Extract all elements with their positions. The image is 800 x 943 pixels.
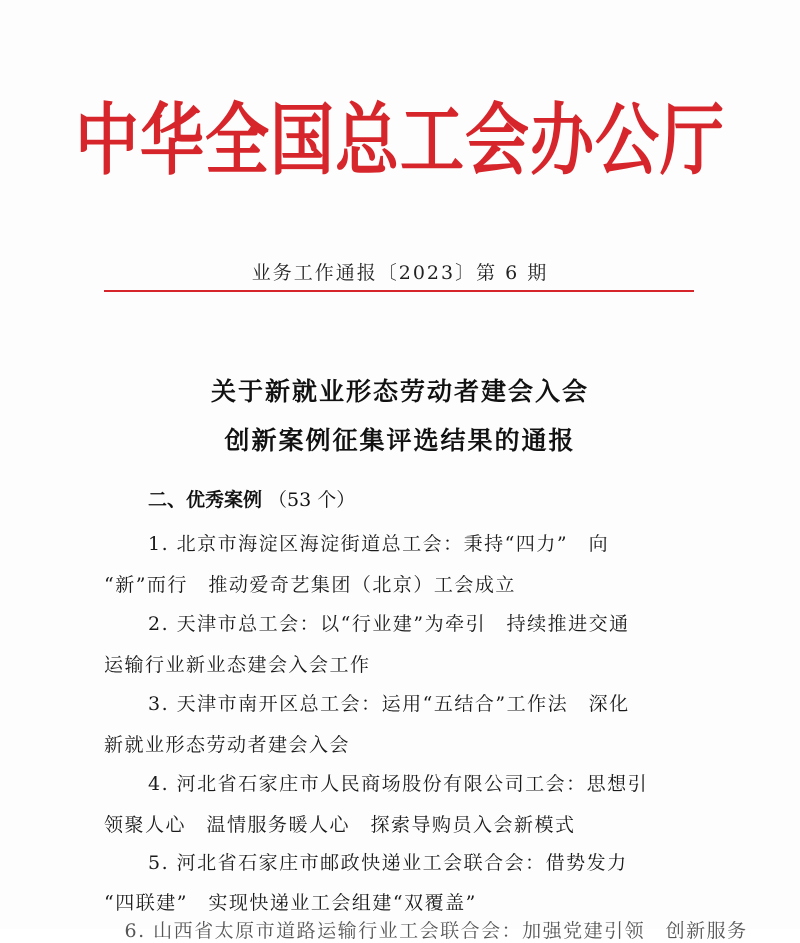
red-divider-rule: [104, 290, 694, 292]
case-1-line-2: “新”而行 推动爱奇艺集团（北京）工会成立: [104, 574, 516, 596]
case-2-line-2: 运输行业新业态建会入会工作: [104, 654, 371, 676]
case-1-line-1: 1. 北京市海淀区海淀街道总工会：秉持“四力” 向: [148, 533, 610, 555]
section-case-count: （53 个）: [268, 489, 356, 511]
section-heading: [148, 485, 355, 512]
case-5-line-2: “四联建” 实现快递业工会组建“双覆盖”: [104, 892, 477, 914]
case-3-line-2: 新就业形态劳动者建会入会: [104, 734, 351, 756]
case-3-line-1: 3. 天津市南开区总工会：运用“五结合”工作法 深化: [148, 693, 630, 715]
document-title-line-1: 关于新就业形态劳动者建会入会: [210, 377, 589, 406]
case-5-line-1: 5. 河北省石家庄市邮政快递业工会联合会：借势发力: [148, 852, 628, 874]
section-heading-label: 二、优秀案例: [148, 489, 263, 511]
masthead-title: 中华全国总工会办公厅: [75, 96, 725, 187]
cut-off-next-line: 6. 山西省太原市道路运输行业工会联合会：加强党建引领 创新服务: [104, 920, 748, 942]
case-4-line-2: 领聚人心 温情服务暖人心 探索导购员入会新模式: [104, 814, 576, 836]
case-2-line-1: 2. 天津市总工会：以“行业建”为牵引 持续推进交通: [148, 613, 630, 635]
issue-number-line: 业务工作通报〔2023〕第 6 期: [251, 262, 549, 284]
document-title-line-2: 创新案例征集评选结果的通报: [224, 426, 576, 455]
case-4-line-1: 4. 河北省石家庄市人民商场股份有限公司工会：思想引: [148, 773, 649, 795]
